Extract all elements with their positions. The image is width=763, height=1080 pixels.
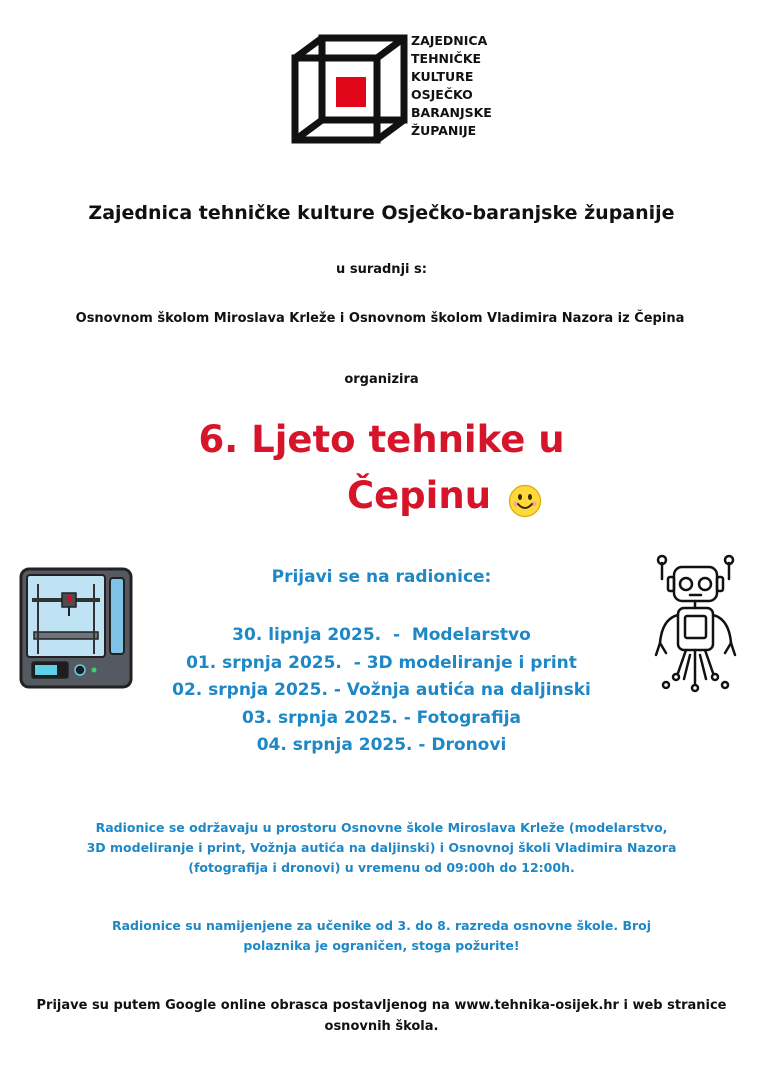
registration-info: Prijave su putem Google online obrasca postavljenog na www.tehnika-osijek.hr i web stranice osnovnih škola. — [36, 998, 727, 1034]
event-title-line2: Čepinu — [346, 474, 492, 517]
event-title — [0, 412, 763, 524]
logo-line: ZAJEDNICA — [411, 33, 488, 48]
logo-line: ŽUPANIJE — [411, 123, 477, 138]
schools-text: Osnovnom školom Miroslava Krleže i Osnovnom školom Vladimira Nazora iz Čepina — [75, 311, 685, 326]
collaboration-label: u suradnji s: — [336, 262, 427, 277]
workshop-item: 30. lipnja 2025. - Modelarstvo — [232, 625, 531, 645]
workshop-item: 02. srpnja 2025. - Vožnja autića na daljinski — [172, 680, 591, 700]
workshop-item: 03. srpnja 2025. - Fotografija — [241, 707, 522, 728]
workshop-list — [0, 622, 763, 760]
logo-line: OSJEČKO — [411, 87, 473, 102]
event-title-line1: 6. Ljeto tehnike u — [198, 418, 565, 461]
smiley-icon — [508, 484, 542, 518]
venue-info: Radionice se održavaju u prostoru Osnovne škole Miroslava Krleže (modelarstvo, 3D modeliranje i print, Vožnja autića na daljinski) i Osnovnoj školi Vladimira Nazora (fotografija i dronovi) u vremenu od 09:00h do 12:00h. — [86, 820, 677, 875]
logo-line: TEHNIČKE — [411, 51, 482, 66]
logo-line: KULTURE — [411, 69, 474, 84]
signup-heading: Prijavi se na radionice: — [271, 567, 492, 587]
audience-info: Radionice su namijenjene za učenike od 3. do 8. razreda osnovne škole. Broj polaznika je ograničen, stoga požurite! — [111, 918, 652, 953]
organization-title: Zajednica tehničke kulture Osječko-baranjske županije — [88, 202, 675, 224]
workshop-item: 01. srpnja 2025. - 3D modeliranje i print — [186, 652, 577, 673]
logo-red-square — [336, 77, 366, 107]
organizes-label: organizira — [344, 372, 419, 387]
workshop-item: 04. srpnja 2025. - Dronovi — [256, 735, 507, 755]
logo-text — [411, 32, 492, 140]
logo-line: BARANJSKE — [411, 105, 492, 120]
